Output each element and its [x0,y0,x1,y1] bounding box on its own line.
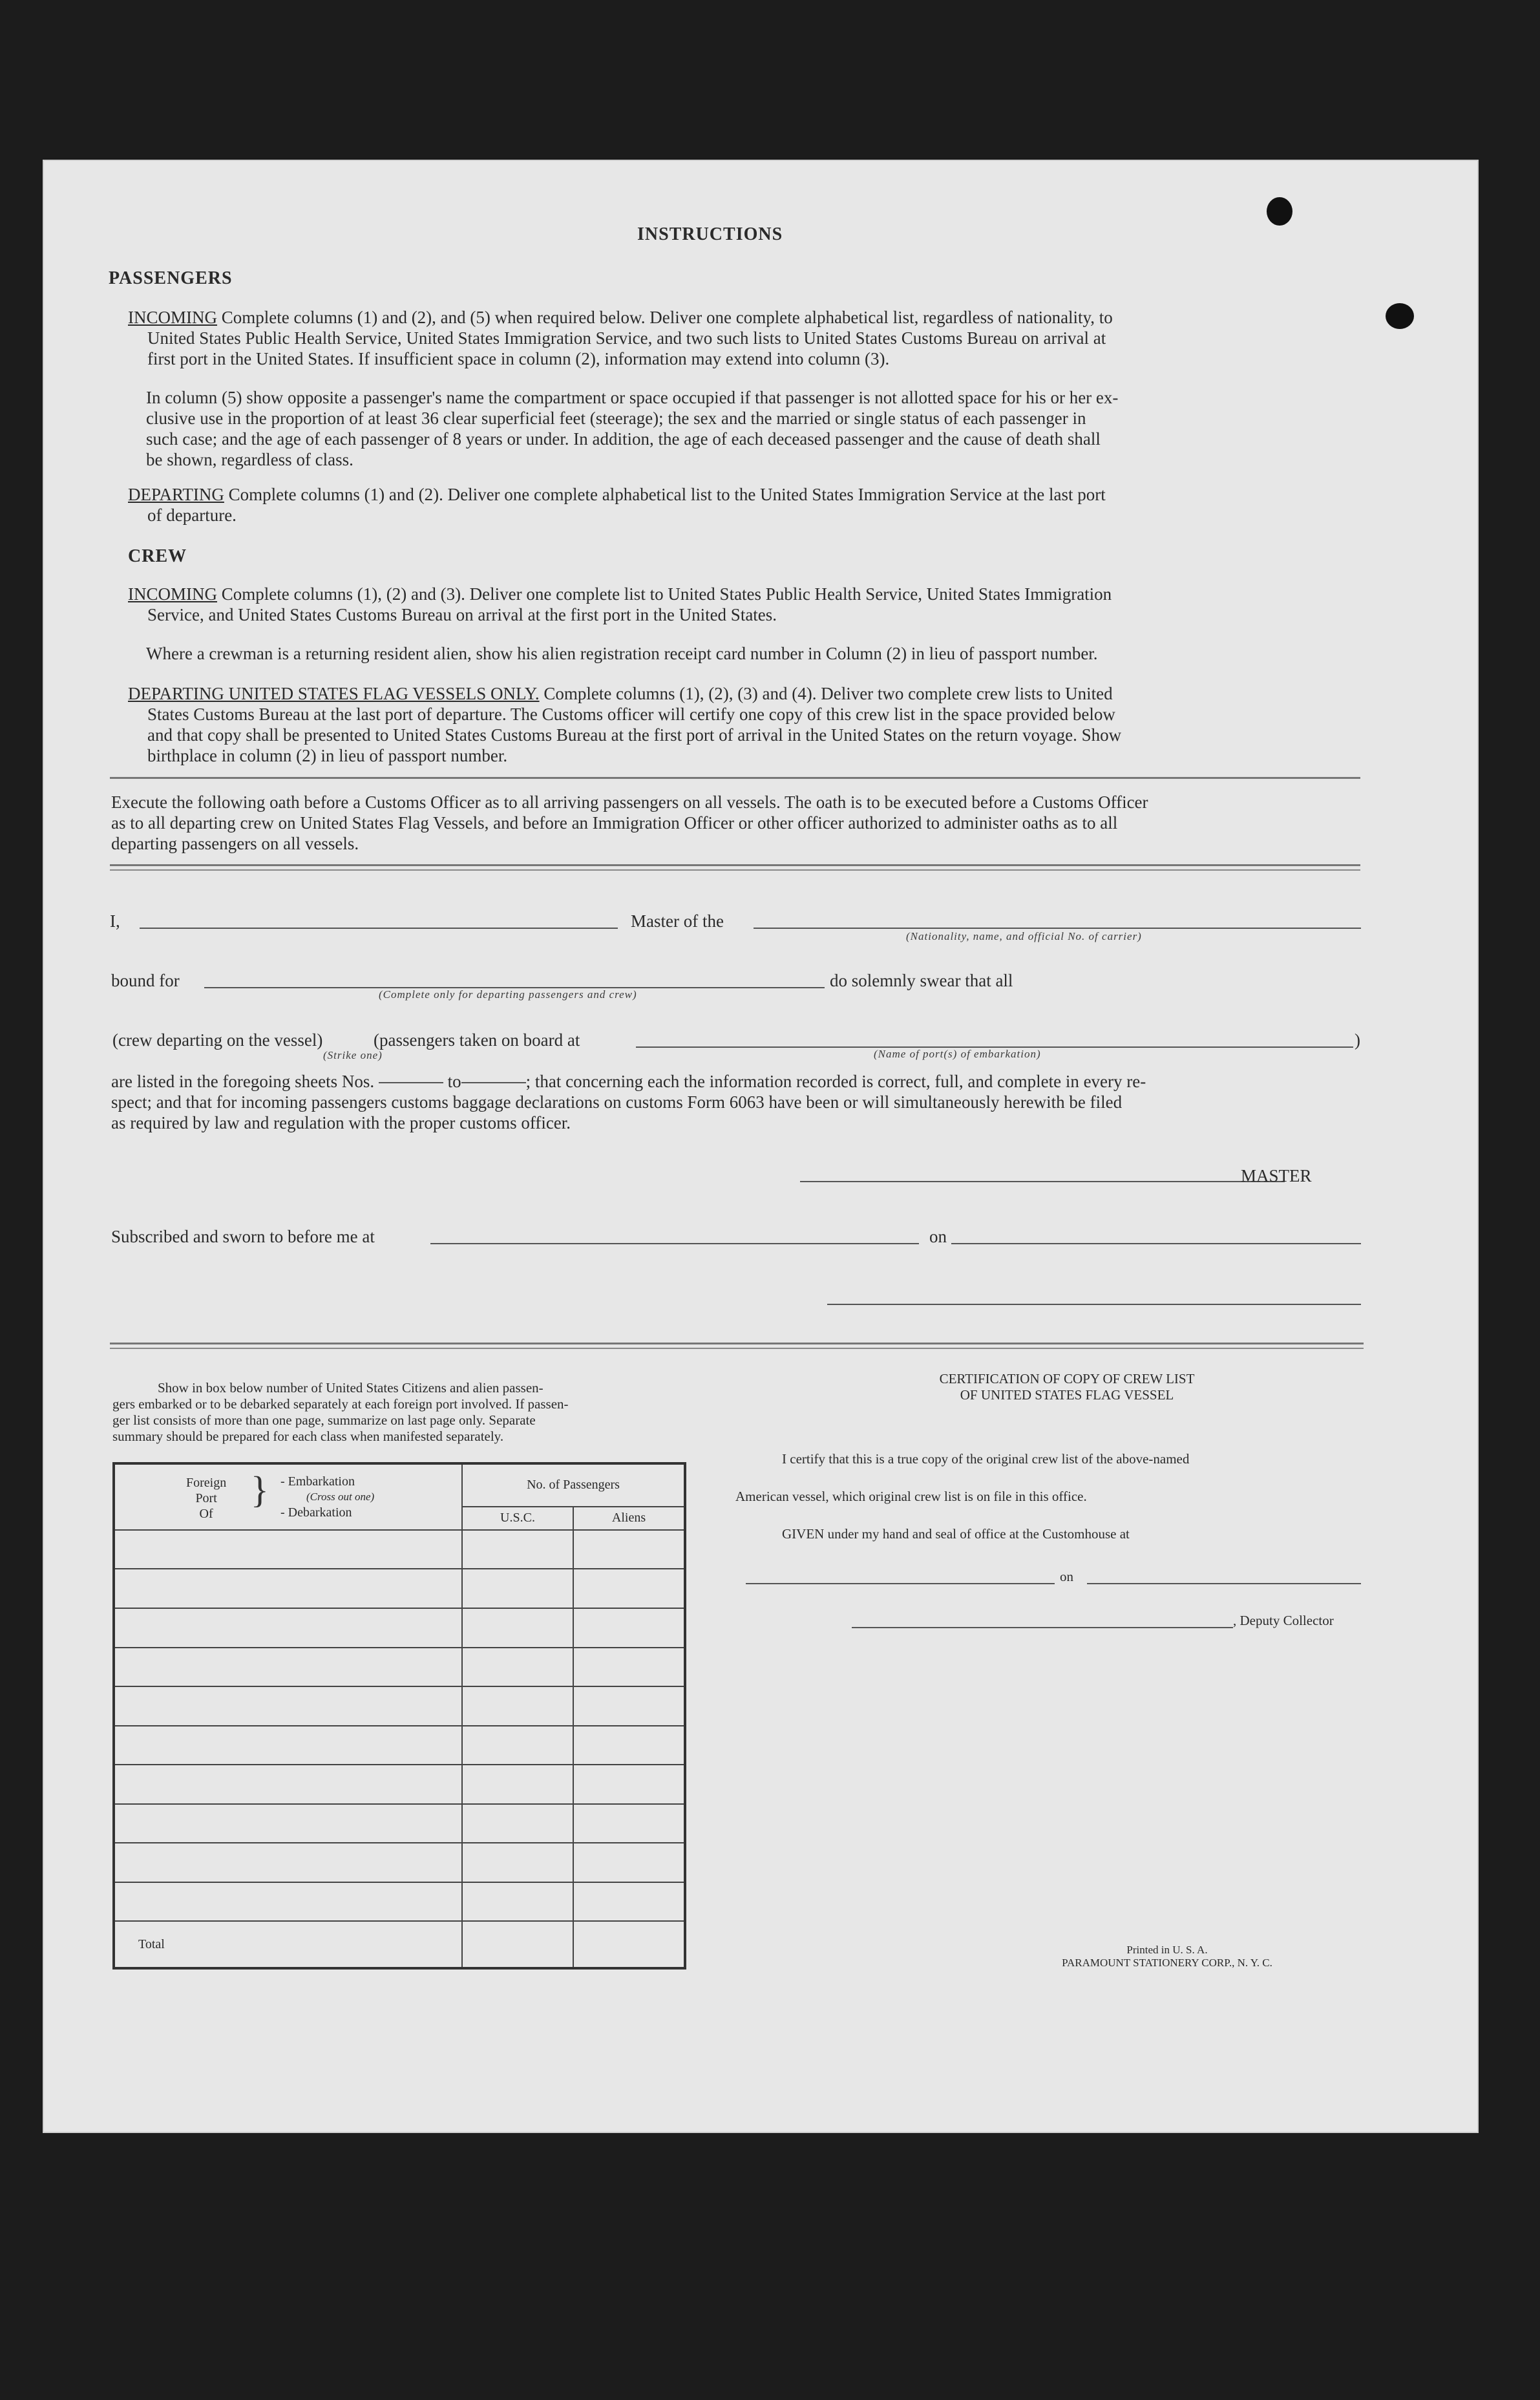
aliens-cell[interactable] [573,1882,685,1922]
printer-line-1: Printed in U. S. A. [1126,1944,1208,1956]
aliens-cell[interactable] [573,1569,685,1608]
divider-3 [110,1343,1364,1344]
port-cell[interactable] [114,1765,462,1804]
aliens-cell[interactable] [573,1804,685,1843]
crew-incoming-label: INCOMING [128,584,217,604]
summary-note-line-3: ger list consists of more than one page, summarize on last page only. Separate [112,1412,536,1428]
cross-out-hint: (Cross out one) [306,1491,375,1503]
column5-block [146,387,1432,470]
crew-departing-line-3: and that copy shall be presented to United States Customs Bureau at the first port of arrival in the United States on the return voyage. Show [147,725,1122,745]
certification-line-2: American vessel, which original crew list is on file in this office. [735,1489,1087,1504]
certification-title-line-1: CERTIFICATION OF COPY OF CREW LIST [939,1371,1195,1386]
port-cell[interactable] [114,1648,462,1687]
master-name-field[interactable] [140,928,618,929]
subscribed-label: Subscribed and sworn to before me at [111,1227,375,1246]
port-header-cell [114,1463,462,1530]
port-cell[interactable] [114,1608,462,1648]
crew-departing-line-2: States Customs Bureau at the last port of departure. The Customs officer will certify one copy of this crew list in the space provided below [147,705,1115,724]
aliens-cell[interactable] [573,1608,685,1648]
passengers-incoming-line-3: first port in the United States. If insufficient space in column (2), information may extend into column (3). [147,349,890,368]
passengers-departing-line-1: DEPARTING Complete columns (1) and (2). Deliver one complete alphabetical list to the United States Immigration Service at the last port [128,485,1106,504]
table-row [114,1726,685,1765]
crew-heading: CREW [128,546,187,566]
table-row [114,1765,685,1804]
divider-1 [110,777,1360,779]
divider-2b [110,869,1360,871]
sworn-date-field[interactable] [951,1243,1361,1244]
crew-departing-label: DEPARTING UNITED STATES FLAG VESSELS ONLY. [128,684,540,703]
master-of-the-label: Master of the [631,911,724,931]
sworn-place-field[interactable] [430,1243,919,1244]
ink-blot-top [1267,197,1292,226]
total-row [114,1921,685,1968]
listed-line-2: spect; and that for incoming passengers customs baggage declarations on customs Form 6063 have been or will simultaneously herewith be filed [111,1092,1123,1112]
passengers-heading: PASSENGERS [109,268,233,288]
summary-note-line-2: gers embarked or to be debarked separately at each foreign port involved. If passen- [112,1396,569,1412]
port-cell[interactable] [114,1726,462,1765]
foreign-label: Foreign [186,1476,227,1490]
printer-line-2: PARAMOUNT STATIONERY CORP., N. Y. C. [1062,1957,1272,1969]
certification-line-1: I certify that this is a true copy of the original crew list of the above-named [782,1451,1190,1467]
brace-icon: } [251,1469,269,1511]
aliens-cell[interactable] [573,1765,685,1804]
column5-line-3: such case; and the age of each passenger of 8 years or under. In addition, the age of each deceased passenger and the cause of death shall [146,429,1101,449]
usc-cell[interactable] [462,1569,573,1608]
certification-line-3: GIVEN under my hand and seal of office at the Customhouse at [782,1526,1130,1542]
aliens-header: Aliens [573,1507,685,1530]
certification-on-label: on [1060,1569,1073,1584]
passengers-departing-line-2: of departure. [147,505,237,525]
table-row [114,1569,685,1608]
departing-label: DEPARTING [128,485,224,504]
usc-cell[interactable] [462,1530,573,1569]
officer-signature-field[interactable] [827,1304,1361,1305]
oath-intro-line-3: departing passengers on all vessels. [111,834,359,853]
certification-date-field[interactable] [1087,1583,1361,1584]
table-row [114,1804,685,1843]
divider-2 [110,864,1360,866]
page-title: INSTRUCTIONS [637,224,783,244]
strike-one-hint: (Strike one) [323,1049,383,1061]
table-row [114,1648,685,1687]
of-label: Of [199,1507,213,1521]
summary-note [112,1380,694,1445]
table-row [114,1882,685,1922]
ports-hint: (Name of port(s) of embarkation) [874,1048,1041,1060]
table-row [114,1608,685,1648]
listed-line-1: are listed in the foregoing sheets Nos. to ; that concerning each the information recorded is correct, full, and complete in every re- [111,1072,1146,1091]
embarkation-option[interactable]: - Embarkation [280,1474,355,1489]
passengers-incoming-line-2: United States Public Health Service, United States Immigration Service, and two such lists to United States Customs Bureau on arrival at [147,328,1106,348]
column5-line-2: clusive use in the proportion of at least 36 clear superficial feet (steerage); the sex and the married or single status of each passenger in [146,409,1086,428]
port-cell[interactable] [114,1569,462,1608]
port-label: Port [195,1491,217,1505]
carrier-field[interactable] [754,928,1361,929]
printer-imprint [999,1944,1335,1970]
aliens-cell[interactable] [573,1648,685,1687]
crew-departing-block [128,683,1433,766]
crew-departing-line-4: birthplace in column (2) in lieu of passport number. [147,746,508,765]
sheet-from-field[interactable] [379,1082,443,1083]
aliens-cell[interactable] [573,1686,685,1726]
passengers-incoming-line-1: INCOMING Complete columns (1) and (2), and (5) when required below. Deliver one complete alphabetical list, regardless of nationality, to [128,308,1113,327]
oath-intro-line-1: Execute the following oath before a Customs Officer as to all arriving passengers on all vessels. The oath is to be executed before a Customs Officer [111,792,1148,812]
summary-note-line-4: summary should be prepared for each class when manifested separately. [112,1428,504,1444]
sheet-to-field[interactable] [461,1082,526,1083]
customhouse-field[interactable] [746,1583,1055,1584]
port-cell[interactable] [114,1843,462,1882]
master-signature-field[interactable] [800,1181,1285,1182]
solemnly-swear-label: do solemnly swear that all [830,971,1013,990]
crew-incoming-line-1: INCOMING Complete columns (1), (2) and (3). Deliver one complete list to United States Public Health Service, United States Immigration [128,584,1112,604]
port-cell[interactable] [114,1804,462,1843]
debarkation-option[interactable]: - Debarkation [280,1505,352,1520]
crew-incoming-line-2: Service, and United States Customs Bureau on arrival at the first port in the United States. [147,605,777,624]
passengers-incoming-block [128,307,1433,369]
aliens-cell[interactable] [573,1530,685,1569]
deputy-signature-field[interactable] [852,1627,1233,1628]
oath-i-label: I, [110,911,120,931]
aliens-cell[interactable] [573,1726,685,1765]
summary-note-line-1: Show in box below number of United States Citizens and alien passen- [158,1380,543,1396]
form-page [43,160,1479,2133]
aliens-cell[interactable] [573,1843,685,1882]
crew-departing-option[interactable]: (crew departing on the vessel) [112,1030,323,1050]
passengers-taken-option[interactable]: (passengers taken on board at [374,1030,580,1050]
usc-cell[interactable] [462,1686,573,1726]
bound-for-label: bound for [111,971,180,990]
no-passengers-header: No. of Passengers [462,1463,685,1507]
oath-intro-line-2: as to all departing crew on United States Flag Vessels, and before an Immigration Officer or other officer authorized to administer oaths as to all [111,813,1118,833]
usc-cell[interactable] [462,1648,573,1687]
passenger-summary-table [112,1462,686,1970]
passengers-departing-block [128,484,1433,526]
deputy-collector-label: , Deputy Collector [1233,1613,1334,1628]
usc-cell[interactable] [462,1843,573,1882]
usc-cell[interactable] [462,1608,573,1648]
column5-line-1: In column (5) show opposite a passenger's name the compartment or space occupied if that passenger is not allotted space for his or her ex- [146,388,1119,407]
incoming-label: INCOMING [128,308,217,327]
crew-departing-line-1: DEPARTING UNITED STATES FLAG VESSELS ONLY. Complete columns (1), (2), (3) and (4). Deliver two complete crew lists to United [128,684,1113,703]
usc-header: U.S.C. [462,1507,573,1530]
certification-title-line-2: OF UNITED STATES FLAG VESSEL [960,1387,1174,1403]
table-row [114,1686,685,1726]
master-label: MASTER [1241,1166,1312,1185]
certification-title [805,1371,1329,1403]
usc-cell[interactable] [462,1882,573,1922]
usc-cell[interactable] [462,1726,573,1765]
total-aliens-cell[interactable] [573,1921,685,1968]
port-cell[interactable] [114,1530,462,1569]
column5-line-4: be shown, regardless of class. [146,450,353,469]
usc-cell[interactable] [462,1765,573,1804]
listed-line-3: as required by law and regulation with the proper customs officer. [111,1113,571,1132]
divider-3b [110,1348,1364,1349]
oath-intro [111,792,1442,854]
total-label: Total [114,1921,462,1968]
table-row [114,1843,685,1882]
crew-incoming-block [128,584,1433,625]
port-cell[interactable] [114,1686,462,1726]
close-paren: ) [1355,1030,1360,1050]
total-usc-cell[interactable] [462,1921,573,1968]
usc-cell[interactable] [462,1804,573,1843]
table-row [114,1530,685,1569]
crew-resident-line: Where a crewman is a returning resident alien, show his alien registration receipt card number in Column (2) in lieu of passport number. [146,644,1098,663]
sworn-on-label: on [929,1227,947,1246]
bound-for-hint: (Complete only for departing passengers and crew) [379,988,637,1001]
port-cell[interactable] [114,1882,462,1922]
carrier-hint: (Nationality, name, and official No. of carrier) [906,930,1142,942]
